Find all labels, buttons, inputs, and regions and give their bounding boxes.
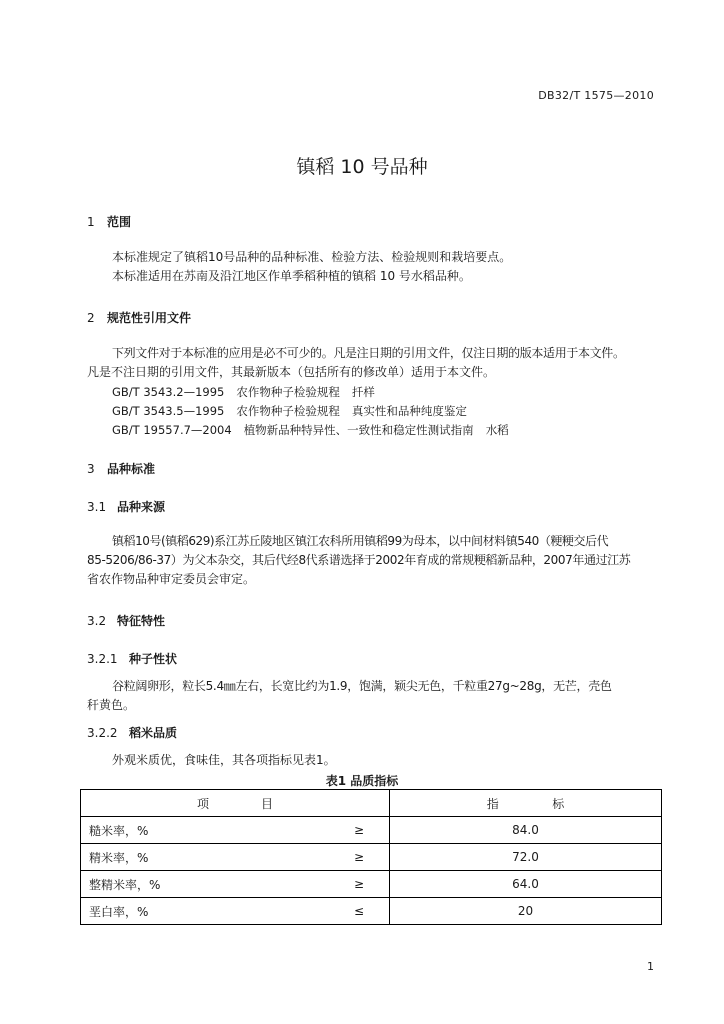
section-3-heading [87,460,155,477]
section-title: 品种标准 [107,462,156,476]
reference-code: GB/T 3543.5—1995 [112,404,225,418]
section-number: 3.2 [87,614,107,628]
header-item-char: 项 [196,796,209,811]
page-number: 1 [647,960,654,973]
reference-part: 扦样 [351,385,375,399]
row-name: 精米率，% [81,844,330,871]
paragraph: 本标准适用在苏南及沿江地区作单季稻种植的镇稻 10 号水稻品种。 [112,269,471,283]
table-row [81,817,662,844]
row-name: 整精米率，% [81,871,330,898]
row-value: 20 [390,898,662,925]
header-index-char: 标 [552,796,565,811]
paragraph: 秆黄色。 [87,698,136,712]
section-number: 3.2.2 [87,726,118,740]
section-2-heading [87,309,191,326]
reference-code: GB/T 3543.2—1995 [112,385,225,399]
row-value: 64.0 [390,871,662,898]
table-row [81,844,662,871]
paragraph: 谷粒阔卵形，粒长5.4㎜左右，长宽比约为1.9，饱满，颖尖无色，千粒重27g~28g，无芒，壳色 [112,679,612,693]
header-index-char: 指 [486,796,499,811]
section-title: 范围 [107,215,132,229]
paragraph: 外观米质优，食味佳，其各项指标见表1。 [112,753,336,767]
paragraph: 镇稻10号(镇稻629)系江苏丘陵地区镇江农科所用镇稻99为母本，以中间材料镇540（粳粳交后代 [112,534,609,548]
table-caption: 表1 品质指标 [325,774,399,788]
row-operator: ≥ [329,844,390,871]
section-number: 3 [87,462,95,476]
section-1-heading [87,213,131,230]
section-3-2-heading [87,612,165,629]
reference-item [112,422,509,438]
table-row [81,871,662,898]
reference-title: 植物新品种特异性、一致性和稳定性测试指南 [243,423,474,437]
reference-item [112,384,375,400]
table-row [81,898,662,925]
paragraph: 凡是不注日期的引用文件，其最新版本（包括所有的修改单）适用于本文件。 [87,365,496,379]
table-header-row [81,790,662,817]
section-3-1-heading [87,498,165,515]
standard-code: DB32/T 1575—2010 [538,89,654,102]
paragraph: 本标准规定了镇稻10号品种的品种标准、检验方法、检验规则和栽培要点。 [112,250,512,264]
document-title: 镇稻 10 号品种 [296,156,428,178]
row-value: 84.0 [390,817,662,844]
header-item-char: 目 [260,796,273,811]
section-title: 稻米品质 [129,726,178,740]
section-3-2-1-heading [87,650,177,667]
section-number: 3.2.1 [87,652,118,666]
row-name: 垩白率，% [81,898,330,925]
section-title: 种子性状 [129,652,178,666]
paragraph: 85-5206/86-37）为父本杂交，其后代经8代系谱选择于2002年育成的常规粳稻新品种，2007年通过江苏 [87,553,631,567]
section-number: 3.1 [87,500,107,514]
reference-title: 农作物种子检验规程 [236,404,340,418]
row-operator: ≤ [329,898,390,925]
reference-code: GB/T 19557.7—2004 [112,423,232,437]
section-number: 1 [87,215,95,229]
header-index [390,790,662,817]
row-name: 糙米率，% [81,817,330,844]
header-item [81,790,390,817]
reference-part: 真实性和品种纯度鉴定 [351,404,467,418]
section-title: 规范性引用文件 [107,311,192,325]
section-number: 2 [87,311,95,325]
quality-index-table [80,789,662,925]
row-operator: ≥ [329,817,390,844]
paragraph: 省农作物品种审定委员会审定。 [87,572,256,586]
reference-item [112,403,467,419]
section-3-2-2-heading [87,724,177,741]
paragraph: 下列文件对于本标准的应用是必不可少的。凡是注日期的引用文件，仅注日期的版本适用于本文件。 [112,346,625,360]
section-title: 品种来源 [117,500,166,514]
reference-part: 水稻 [485,423,509,437]
row-operator: ≥ [329,871,390,898]
row-value: 72.0 [390,844,662,871]
reference-title: 农作物种子检验规程 [236,385,340,399]
section-title: 特征特性 [117,614,166,628]
